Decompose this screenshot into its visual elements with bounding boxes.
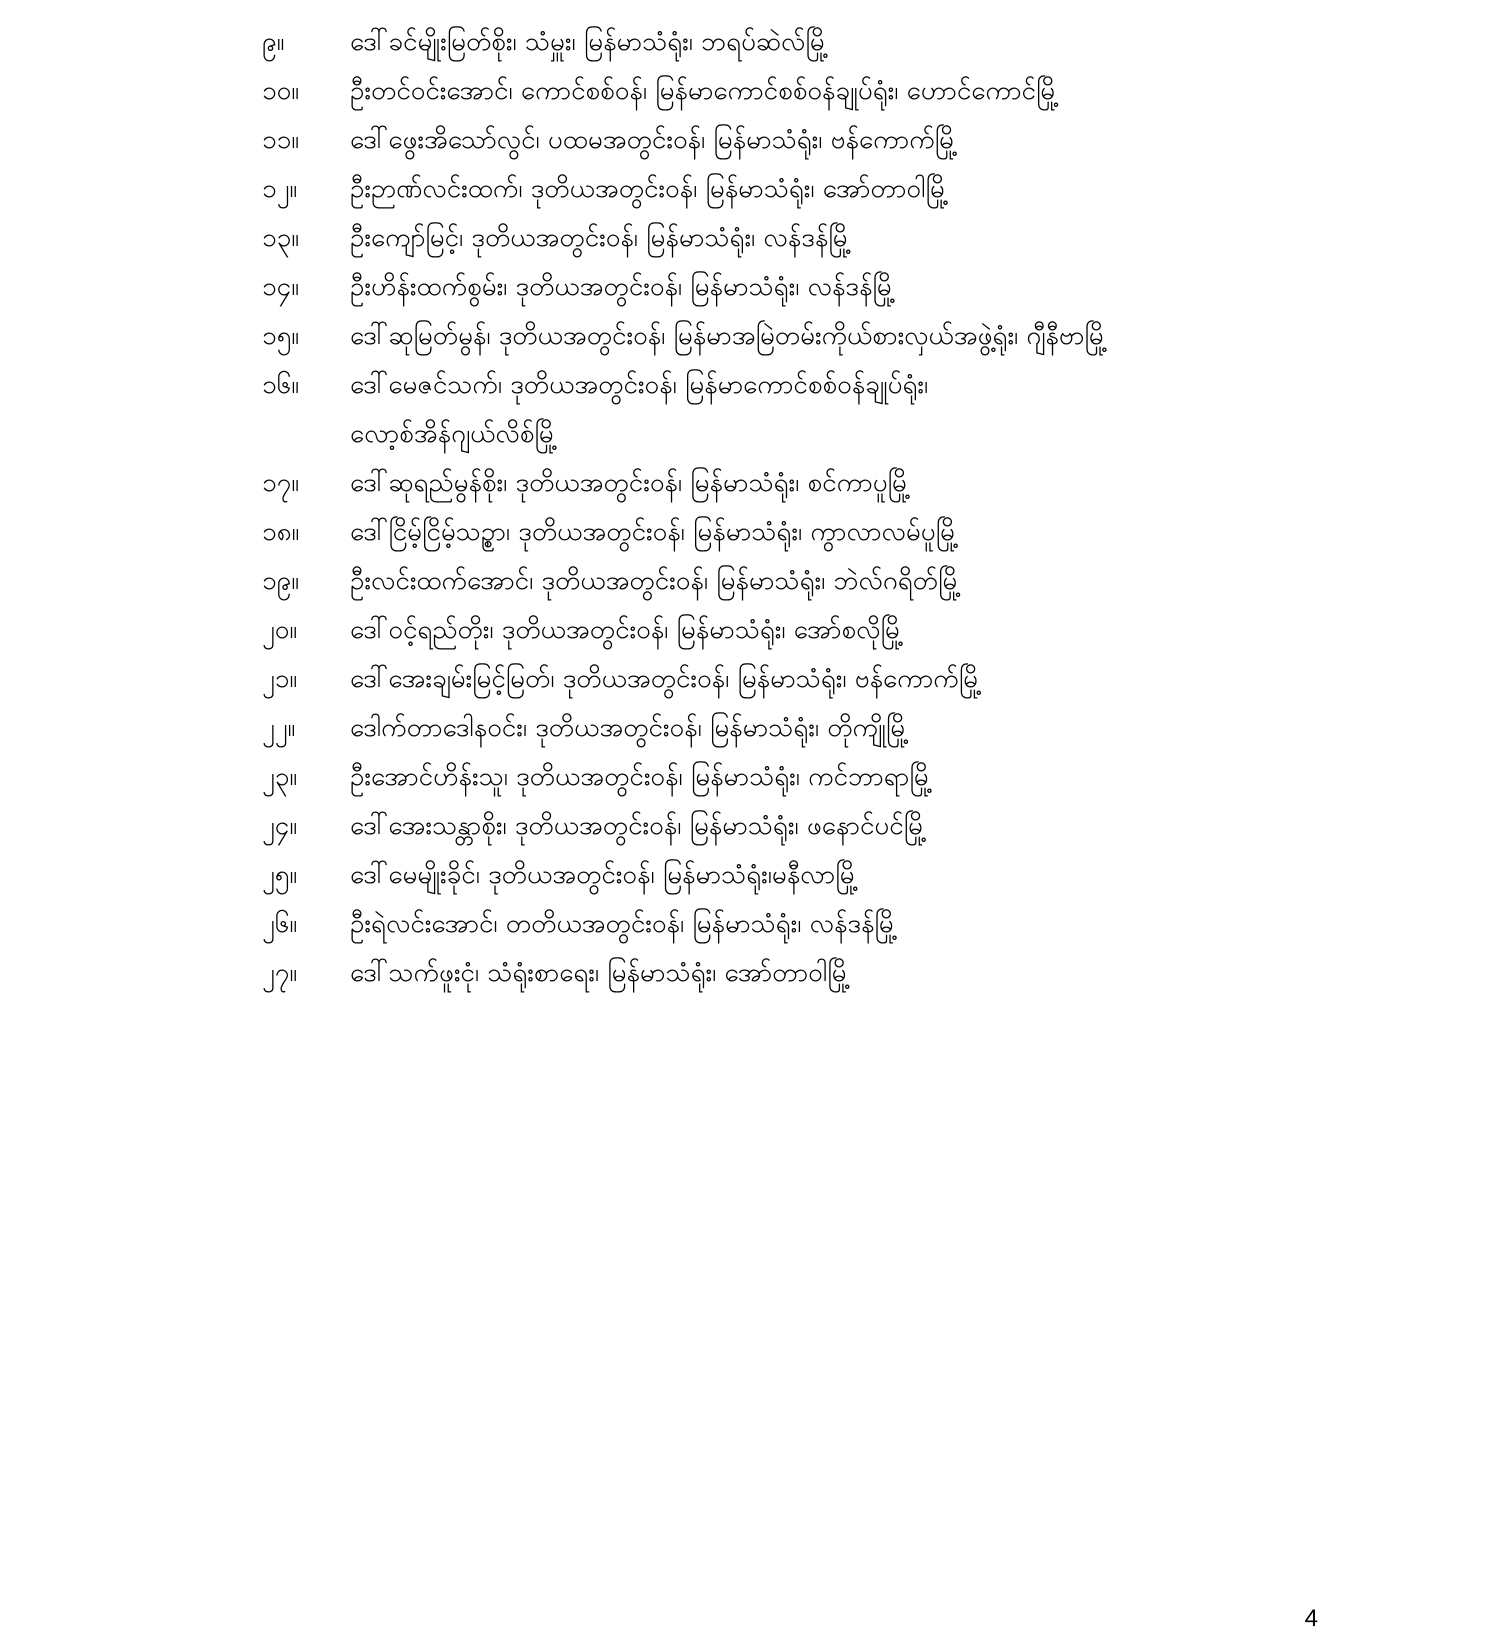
list-item-number: ၁၉။ [262, 566, 300, 596]
list-item-line: ဦးရဲလင်းအောင်၊ တတိယအတွင်းဝန်၊ မြန်မာသံရုံး၊ လန်ဒန်မြို့ [350, 909, 898, 939]
list-item-text [350, 214, 1362, 263]
list-item-line: ဒေါ်ဆုရည်မွန်စိုး၊ ဒုတိယအတွင်းဝန်၊ မြန်မာသံရုံး၊ စင်ကာပူမြို့ [350, 468, 911, 498]
list-item-number: ၁၆။ [262, 370, 300, 400]
page-number: 4 [1304, 1605, 1318, 1632]
list-item-number: ၂၄။ [262, 811, 298, 841]
list-item-text [350, 753, 1362, 802]
list-item-number: ၂၅။ [262, 860, 298, 890]
list-item [262, 900, 1362, 949]
list-item-line: ဒေါ်မေဇင်သက်၊ ဒုတိယအတွင်းဝန်၊ မြန်မာကောင်စစ်ဝန်ချုပ်ရုံး၊ [350, 370, 929, 400]
list-item [262, 753, 1362, 802]
list-item-text [350, 557, 1362, 606]
list-item-text [350, 263, 1362, 312]
list-item [262, 851, 1362, 900]
list-item-text [350, 508, 1362, 557]
list-item-number: ၂၃။ [262, 762, 298, 792]
list-item-number: ၂၆။ [262, 909, 298, 939]
list-item-text [350, 900, 1362, 949]
list-item-text [350, 361, 1362, 459]
list-item-line: ဒေါ်ငြိမ့်ငြိမ့်သဥ္စာ၊ ဒုတိယအတွင်းဝန်၊ မြန်မာသံရုံး၊ ကွာလာလမ်ပူမြို့ [350, 517, 959, 547]
list-item [262, 704, 1362, 753]
list-item-line: ဒေါ်မေမျိုးခိုင်၊ ဒုတိယအတွင်းဝန်၊ မြန်မာသံရုံး၊မနီလာမြို့ [350, 860, 859, 890]
list-item-number: ၁၂။ [262, 174, 298, 204]
list-item-text [350, 18, 1362, 67]
list-item-number: ၂၇။ [262, 958, 298, 988]
list-item [262, 557, 1362, 606]
list-item-number: ၁၀။ [262, 76, 300, 106]
list-item-number: ၁၄။ [262, 272, 300, 302]
list-item-line: ဒေါ်အေးသန္တာစိုး၊ ဒုတိယအတွင်းဝန်၊ မြန်မာသံရုံး၊ ဖနောင်ပင်မြို့ [350, 811, 927, 841]
list-item [262, 508, 1362, 557]
list-item-text [350, 949, 1362, 998]
list-item-number: ၁၅။ [262, 321, 300, 351]
personnel-list [262, 18, 1362, 998]
list-item-number: ၁၃။ [262, 223, 300, 253]
list-item [262, 655, 1362, 704]
list-item-line: ဒေါ်သက်ဖူးငုံ၊ သံရုံးစာရေး၊ မြန်မာသံရုံး၊ အော်တာဝါမြို့ [350, 958, 851, 988]
list-item-number: ၉။ [262, 27, 285, 57]
list-item [262, 263, 1362, 312]
list-item-line: ဦးကျော်မြင့်၊ ဒုတိယအတွင်းဝန်၊ မြန်မာသံရုံး၊ လန်ဒန်မြို့ [350, 223, 852, 253]
list-item [262, 606, 1362, 655]
list-item-line: ဦးဉာဏ်လင်းထက်၊ ဒုတိယအတွင်းဝန်၊ မြန်မာသံရုံး၊ အော်တာဝါမြို့ [350, 174, 949, 204]
list-item [262, 214, 1362, 263]
list-item-text [350, 165, 1362, 214]
list-item [262, 361, 1362, 459]
list-item-number: ၁၈။ [262, 517, 300, 547]
list-item-line: ဒေါ်ဆုမြတ်မွန်၊ ဒုတိယအတွင်းဝန်၊ မြန်မာအမြဲတမ်းကိုယ်စားလှယ်အဖွဲ့ရုံး၊ ဂျီနီဗာမြို့ [350, 321, 1108, 351]
list-item-line: ဒေါ်ဖွေးအိသော်လွင်၊ ပထမအတွင်းဝန်၊ မြန်မာသံရုံး၊ ဗန်ကောက်မြို့ [350, 125, 958, 155]
list-item-line: ဒေါက်တာဒေါနဝင်း၊ ဒုတိယအတွင်းဝန်၊ မြန်မာသံရုံး၊ တိုကျိုမြို့ [350, 713, 910, 743]
list-item-line: ဦးတင်ဝင်းအောင်၊ ကောင်စစ်ဝန်၊ မြန်မာကောင်စစ်ဝန်ချုပ်ရုံး၊ ဟောင်ကောင်မြို့ [350, 76, 1060, 106]
list-item-text [350, 459, 1362, 508]
list-item-line: ဒေါ်ခင်မျိုးမြတ်စိုး၊ သံမှူး၊ မြန်မာသံရုံး၊ ဘရပ်ဆဲလ်မြို့ [350, 27, 829, 57]
list-item-number: ၁၇။ [262, 468, 300, 498]
list-item [262, 67, 1362, 116]
list-item [262, 802, 1362, 851]
list-item-line: ဦးဟိန်းထက်စွမ်း၊ ဒုတိယအတွင်းဝန်၊ မြန်မာသံရုံး၊ လန်ဒန်မြို့ [350, 272, 896, 302]
list-item-text [350, 704, 1362, 753]
list-item-line: ဒေါ်ဝင့်ရည်တိုး၊ ဒုတိယအတွင်းဝန်၊ မြန်မာသံရုံး၊ အော်စလိုမြို့ [350, 615, 904, 645]
list-item [262, 459, 1362, 508]
list-item-line: ဦးအောင်ဟိန်းသူ၊ ဒုတိယအတွင်းဝန်၊ မြန်မာသံရုံး၊ ကင်ဘာရာမြို့ [350, 762, 933, 792]
list-item-line: လော့စ်အိန်ဂျယ်လိစ်မြို့ [350, 419, 558, 449]
list-item-text [350, 312, 1362, 361]
list-item-number: ၂၁။ [262, 664, 298, 694]
list-item [262, 116, 1362, 165]
list-item-text [350, 655, 1362, 704]
list-item-number: ၁၁။ [262, 125, 300, 155]
list-item-number: ၂၀။ [262, 615, 298, 645]
list-item [262, 949, 1362, 998]
list-item-number: ၂၂။ [262, 713, 296, 743]
list-item-line: ဦးလင်းထက်အောင်၊ ဒုတိယအတွင်းဝန်၊ မြန်မာသံရုံး၊ ဘဲလ်ဂရိတ်မြို့ [350, 566, 962, 596]
list-item-text [350, 606, 1362, 655]
list-item-text [350, 802, 1362, 851]
list-item [262, 312, 1362, 361]
list-item-text [350, 116, 1362, 165]
list-item [262, 18, 1362, 67]
list-item-text [350, 67, 1362, 116]
list-item [262, 165, 1362, 214]
list-item-line: ဒေါ်အေးချမ်းမြင့်မြတ်၊ ဒုတိယအတွင်းဝန်၊ မြန်မာသံရုံး၊ ဗန်ကောက်မြို့ [350, 664, 982, 694]
list-item-text [350, 851, 1362, 900]
